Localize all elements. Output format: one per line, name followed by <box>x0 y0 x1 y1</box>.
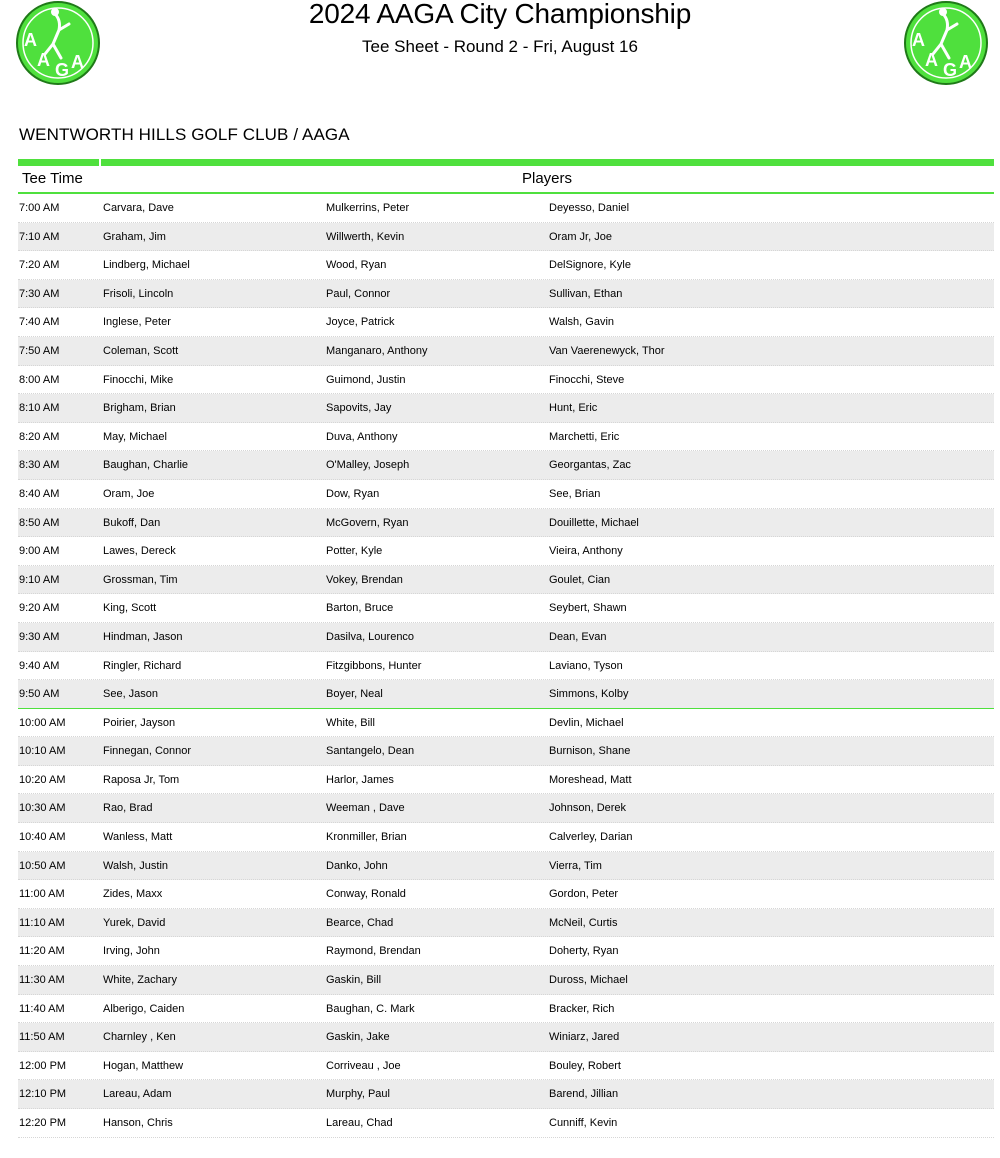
player-name: Baughan, Charlie <box>103 459 189 472</box>
tee-time: 7:20 AM <box>19 259 60 272</box>
svg-text:G: G <box>55 60 70 80</box>
table-row <box>18 652 994 681</box>
table-row <box>18 1109 994 1138</box>
tee-time: 8:10 AM <box>19 402 60 415</box>
tee-sheet-table <box>18 194 994 1138</box>
player-name: Bukoff, Dan <box>103 516 161 529</box>
player-name: Charnley , Ken <box>103 1031 176 1044</box>
player-name: Inglese, Peter <box>103 316 171 329</box>
player-name: Murphy, Paul <box>326 1088 390 1101</box>
svg-text:A: A <box>959 52 972 72</box>
club-name: WENTWORTH HILLS GOLF CLUB / AAGA <box>19 125 350 144</box>
player-name: Raymond, Brendan <box>326 945 421 958</box>
player-name: Laviano, Tyson <box>549 659 623 672</box>
tee-time: 7:00 AM <box>19 202 60 214</box>
player-name: Raposa Jr, Tom <box>103 773 180 786</box>
player-name: Irving, John <box>103 945 160 958</box>
player-name: Moreshead, Matt <box>549 773 632 786</box>
tee-time: 11:20 AM <box>19 945 65 958</box>
svg-text:A: A <box>24 30 37 50</box>
player-name: Alberigo, Caiden <box>103 1002 185 1015</box>
player-name: Marchetti, Eric <box>549 430 620 443</box>
tee-time: 9:40 AM <box>19 659 60 672</box>
player-name: Brigham, Brian <box>103 402 176 415</box>
player-name: Bearce, Chad <box>326 916 394 929</box>
player-name: Barton, Bruce <box>326 602 394 615</box>
table-row <box>18 852 994 881</box>
player-name: Johnson, Derek <box>549 802 627 815</box>
player-name: May, Michael <box>103 430 167 443</box>
player-name: Dasilva, Lourenco <box>326 630 415 643</box>
table-row <box>18 937 994 966</box>
player-name: Sullivan, Ethan <box>549 287 623 300</box>
svg-text:A: A <box>925 50 938 70</box>
tee-time: 8:50 AM <box>19 516 60 529</box>
player-name: Cunniff, Kevin <box>549 1117 618 1129</box>
tee-time: 11:10 AM <box>19 916 65 929</box>
player-name: Harlor, James <box>326 773 394 786</box>
table-row <box>18 223 994 252</box>
player-name: Lawes, Dereck <box>103 545 176 558</box>
table-row <box>18 995 994 1024</box>
tee-time: 11:50 AM <box>19 1031 65 1044</box>
player-name: Gaskin, Jake <box>326 1031 390 1044</box>
table-row <box>18 880 994 909</box>
player-name: Wood, Ryan <box>326 259 387 272</box>
player-name: Frisoli, Lincoln <box>103 287 174 300</box>
player-name: Douillette, Michael <box>549 516 639 529</box>
tee-time: 10:20 AM <box>19 773 66 786</box>
player-name: Grossman, Tim <box>103 573 178 586</box>
player-name: Willwerth, Kevin <box>326 230 405 243</box>
player-name: Finnegan, Connor <box>103 745 192 758</box>
player-name: Potter, Kyle <box>326 545 383 558</box>
player-name: Guimond, Justin <box>326 373 406 386</box>
player-name: Conway, Ronald <box>326 888 406 901</box>
table-row <box>18 451 994 480</box>
table-row <box>18 909 994 938</box>
player-name: Lindberg, Michael <box>103 259 190 272</box>
player-name: See, Jason <box>103 688 159 701</box>
player-name: Danko, John <box>326 859 388 872</box>
tee-time: 12:10 PM <box>19 1088 67 1101</box>
player-name: Boyer, Neal <box>326 688 383 701</box>
table-row <box>18 794 994 823</box>
table-row <box>18 623 994 652</box>
player-name: Doherty, Ryan <box>549 945 619 958</box>
tee-time: 9:00 AM <box>19 545 60 558</box>
tee-time: 9:10 AM <box>19 573 60 586</box>
table-row <box>18 509 994 538</box>
page-title: 2024 AAGA City Championship <box>308 0 692 29</box>
table-row <box>18 566 994 595</box>
column-header-players: Players <box>522 170 573 187</box>
svg-text:A: A <box>37 50 50 70</box>
table-row <box>18 280 994 309</box>
player-name: Poirier, Jayson <box>103 716 176 729</box>
player-name: Lareau, Chad <box>326 1117 393 1129</box>
table-row <box>18 823 994 852</box>
player-name: DelSignore, Kyle <box>549 259 631 272</box>
player-name: Carvara, Dave <box>103 202 174 214</box>
player-name: Paul, Connor <box>326 287 391 300</box>
player-name: Zides, Maxx <box>103 888 163 901</box>
player-name: Burnison, Shane <box>549 745 631 758</box>
player-name: Gaskin, Bill <box>326 974 382 987</box>
player-name: Manganaro, Anthony <box>326 344 428 357</box>
player-name: Coleman, Scott <box>103 344 179 357</box>
player-name: Duva, Anthony <box>326 430 398 443</box>
tee-time: 9:50 AM <box>19 688 60 701</box>
table-row <box>18 423 994 452</box>
tee-time: 10:50 AM <box>19 859 66 872</box>
player-name: O'Malley, Joseph <box>326 459 410 472</box>
player-name: Walsh, Justin <box>103 859 169 872</box>
player-name: Goulet, Cian <box>549 573 611 586</box>
player-name: Finocchi, Mike <box>103 373 174 386</box>
table-row <box>18 1052 994 1081</box>
player-name: Winiarz, Jared <box>549 1031 620 1044</box>
player-name: Kronmiller, Brian <box>326 831 407 844</box>
player-name: Oram, Joe <box>103 487 155 500</box>
svg-text:A: A <box>912 30 925 50</box>
svg-text:G: G <box>943 60 958 80</box>
player-name: Lareau, Adam <box>103 1088 172 1101</box>
table-row <box>18 537 994 566</box>
tee-time: 10:10 AM <box>19 745 66 758</box>
player-name: Simmons, Kolby <box>549 688 629 701</box>
tee-time: 11:00 AM <box>19 888 65 901</box>
tee-time: 10:30 AM <box>19 802 66 815</box>
tee-time: 7:50 AM <box>19 344 60 357</box>
tee-time: 7:40 AM <box>19 316 60 329</box>
player-name: Wanless, Matt <box>103 831 173 844</box>
player-name: Seybert, Shawn <box>549 602 627 615</box>
player-name: Graham, Jim <box>103 230 166 243</box>
player-name: Barend, Jillian <box>549 1088 619 1101</box>
player-name: Vierra, Tim <box>549 859 602 872</box>
table-row <box>18 594 994 623</box>
table-row <box>18 709 994 738</box>
player-name: Corriveau , Joe <box>326 1059 401 1072</box>
table-row <box>18 480 994 509</box>
player-name: Santangelo, Dean <box>326 745 415 758</box>
column-header-tee-time: Tee Time <box>22 170 83 187</box>
player-name: Devlin, Michael <box>549 716 624 729</box>
player-name: Dow, Ryan <box>326 487 380 500</box>
player-name: White, Bill <box>326 716 375 729</box>
player-name: Hanson, Chris <box>103 1117 173 1129</box>
player-name: Bracker, Rich <box>549 1002 615 1015</box>
tee-time: 11:30 AM <box>19 974 65 987</box>
table-row <box>18 1023 994 1052</box>
table-row <box>18 308 994 337</box>
header-bar-divider <box>99 159 101 166</box>
player-name: Gordon, Peter <box>549 888 619 901</box>
player-name: Bouley, Robert <box>549 1059 621 1072</box>
player-name: Van Vaerenewyck, Thor <box>549 344 665 357</box>
player-name: Finocchi, Steve <box>549 373 625 386</box>
table-row <box>18 766 994 795</box>
player-name: Yurek, David <box>103 916 166 929</box>
table-row <box>18 1080 994 1109</box>
tee-time: 8:30 AM <box>19 459 60 472</box>
player-name: Baughan, C. Mark <box>326 1002 415 1015</box>
player-name: Ringler, Richard <box>103 659 182 672</box>
table-row <box>18 194 994 223</box>
player-name: Hunt, Eric <box>549 402 598 415</box>
page-subtitle: Tee Sheet - Round 2 - Fri, August 16 <box>362 37 638 56</box>
player-name: See, Brian <box>549 487 601 500</box>
player-name: Rao, Brad <box>103 802 153 815</box>
player-name: Mulkerrins, Peter <box>326 202 410 214</box>
player-name: McGovern, Ryan <box>326 516 409 529</box>
tee-time: 7:30 AM <box>19 287 60 300</box>
tee-time: 11:40 AM <box>19 1002 65 1015</box>
player-name: Joyce, Patrick <box>326 316 395 329</box>
tee-time: 10:00 AM <box>19 716 66 729</box>
tee-time: 10:40 AM <box>19 831 66 844</box>
player-name: Calverley, Darian <box>549 831 633 844</box>
player-name: Georgantas, Zac <box>549 459 631 472</box>
player-name: Fitzgibbons, Hunter <box>326 659 422 672</box>
table-row <box>18 366 994 395</box>
table-row <box>18 394 994 423</box>
tee-time: 8:40 AM <box>19 487 60 500</box>
tee-time: 8:20 AM <box>19 430 60 443</box>
player-name: Hogan, Matthew <box>103 1059 184 1072</box>
player-name: Deyesso, Daniel <box>549 202 630 214</box>
tee-time: 7:10 AM <box>19 230 60 243</box>
table-row <box>18 966 994 995</box>
header-bar <box>18 159 994 166</box>
player-name: Vokey, Brendan <box>326 573 403 586</box>
player-name: Weeman , Dave <box>326 802 405 815</box>
table-row <box>18 680 994 709</box>
table-row <box>18 337 994 366</box>
tee-time: 9:30 AM <box>19 630 60 643</box>
player-name: White, Zachary <box>103 974 177 987</box>
svg-text:A: A <box>71 52 84 72</box>
tee-time: 12:20 PM <box>19 1117 67 1129</box>
table-row <box>18 251 994 280</box>
player-name: Hindman, Jason <box>103 630 183 643</box>
player-name: McNeil, Curtis <box>549 916 618 929</box>
tee-time: 9:20 AM <box>19 602 60 615</box>
tee-time: 8:00 AM <box>19 373 60 386</box>
tee-time: 12:00 PM <box>19 1059 67 1072</box>
player-name: Vieira, Anthony <box>549 545 623 558</box>
player-name: Walsh, Gavin <box>549 316 615 329</box>
player-name: Oram Jr, Joe <box>549 230 612 243</box>
table-row <box>18 737 994 766</box>
player-name: King, Scott <box>103 602 157 615</box>
player-name: Sapovits, Jay <box>326 402 392 415</box>
player-name: Duross, Michael <box>549 974 628 987</box>
player-name: Dean, Evan <box>549 630 607 643</box>
